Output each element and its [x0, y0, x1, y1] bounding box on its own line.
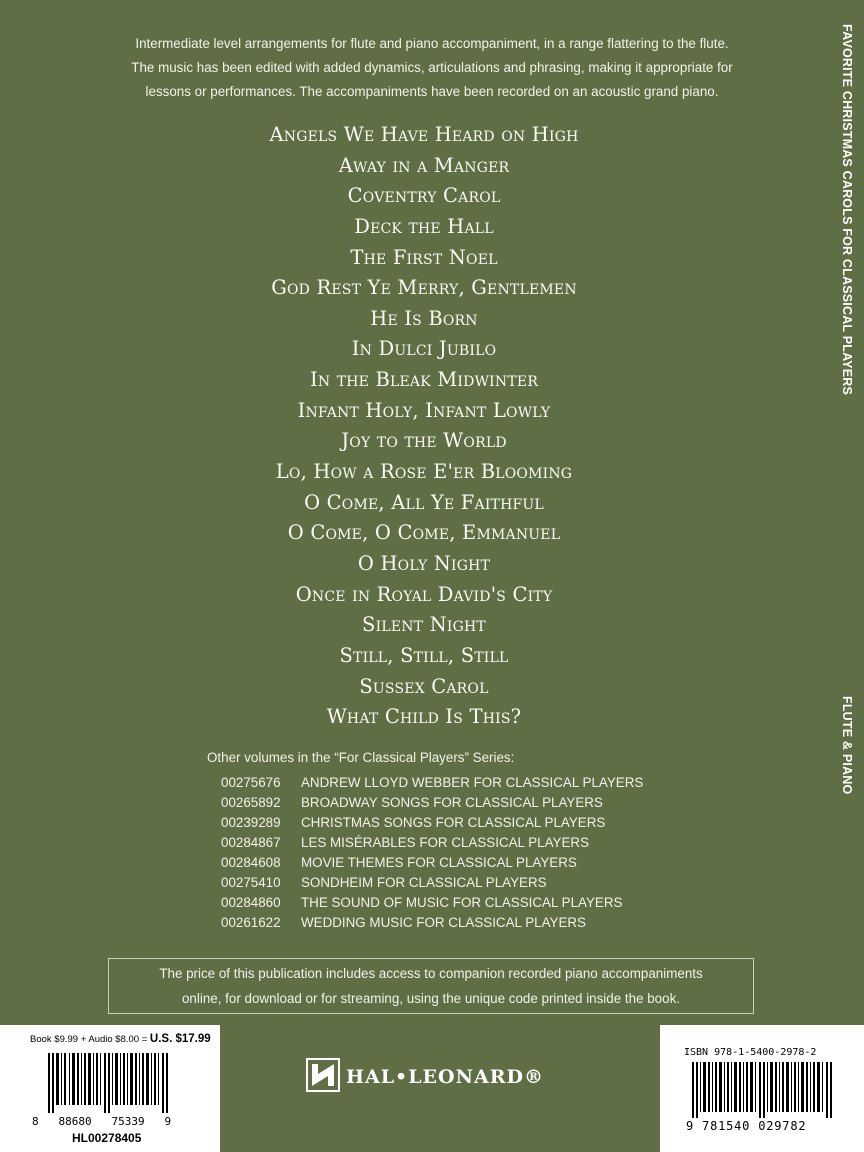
song-title: In Dulci Jubilo: [351, 337, 497, 361]
volume-title: SONDHEIM FOR CLASSICAL PLAYERS: [301, 875, 547, 890]
volume-code: 00284867: [221, 835, 281, 850]
volume-title: THE SOUND OF MUSIC FOR CLASSICAL PLAYERS: [301, 895, 623, 910]
volume-code: 00275676: [221, 775, 281, 790]
volume-item: [221, 893, 643, 913]
song-title: O Come, All Ye Faithful: [304, 490, 544, 514]
notice-line: The price of this publication includes access to companion recorded piano accompaniments: [159, 966, 703, 981]
volume-title: MOVIE THEMES FOR CLASSICAL PLAYERS: [301, 855, 577, 870]
volume-code: 00239289: [221, 815, 281, 830]
song-title: Lo, How a Rose E'er Blooming: [275, 460, 573, 484]
volume-item: [221, 873, 643, 893]
song-title: Away in a Manger: [338, 153, 510, 177]
volume-title: LES MISÉRABLES FOR CLASSICAL PLAYERS: [301, 835, 590, 850]
volume-item: [221, 913, 643, 933]
song-title: Sussex Carol: [359, 674, 489, 698]
volume-code: 00284860: [221, 895, 281, 910]
intro-line: The music has been edited with added dynamics, articulations and phrasing, making it appropriate for: [131, 60, 733, 75]
upc-barcode: [48, 1053, 172, 1113]
intro-line: Intermediate level arrangements for flute and piano accompaniment, in a range flattering to the flute.: [135, 36, 729, 51]
volume-title: ANDREW LLOYD WEBBER FOR CLASSICAL PLAYERS: [301, 775, 644, 790]
volume-code: 00261622: [221, 915, 281, 930]
intro-line: lessons or performances. The accompaniments have been recorded on an acoustic grand piano.: [145, 84, 719, 99]
spine-title: FAVORITE CHRISTMAS CAROLS FOR CLASSICAL PLAYERS: [840, 24, 854, 396]
song-title: In the Bleak Midwinter: [309, 368, 539, 392]
spine-instrument: FLUTE & PIANO: [840, 696, 854, 795]
upc-digits: [32, 1115, 171, 1128]
volume-item: [221, 773, 643, 793]
song-title: Joy to the World: [341, 429, 507, 453]
song-title: Deck the Hall: [354, 214, 494, 238]
song-title: O Holy Night: [357, 551, 491, 575]
intro-paragraph: [60, 32, 804, 104]
volume-title: CHRISTMAS SONGS FOR CLASSICAL PLAYERS: [301, 815, 606, 830]
upc-lead-digit: 8: [32, 1115, 39, 1128]
volume-item: [221, 793, 643, 813]
isbn-barcode-panel: [660, 1025, 864, 1152]
song-title: Once in Royal David's City: [295, 582, 553, 606]
song-list: [0, 120, 848, 733]
song-title: The First Noel: [350, 245, 498, 269]
volumes-list: [221, 773, 643, 933]
song-title: Coventry Carol: [347, 184, 501, 208]
notice-line: online, for download or for streaming, using the unique code printed inside the book.: [181, 990, 680, 1006]
upc-right-digits: 75339: [111, 1115, 145, 1128]
volume-title: WEDDING MUSIC FOR CLASSICAL PLAYERS: [301, 915, 586, 930]
item-code: HL00278405: [72, 1131, 142, 1145]
song-title: Still, Still, Still: [339, 643, 509, 667]
logo-wordmark: HAL•LEONARD®: [346, 1066, 544, 1088]
song-title: What Child Is This?: [326, 705, 522, 729]
song-title: O Come, O Come, Emmanuel: [287, 521, 561, 545]
isbn-digits: 9 781540 029782: [686, 1119, 807, 1133]
upc-left-digits: 88680: [58, 1115, 92, 1128]
volume-code: 00275410: [221, 875, 281, 890]
song-title: He Is Born: [370, 306, 478, 330]
isbn-barcode: [692, 1062, 832, 1118]
price-total: U.S. $17.99: [149, 1033, 211, 1045]
volume-item: [221, 833, 643, 853]
song-title: Angels We Have Heard on High: [269, 123, 579, 146]
companion-audio-notice: [108, 958, 754, 1014]
volume-code: 00265892: [221, 795, 281, 810]
song-title: God Rest Ye Merry, Gentlemen: [271, 276, 577, 300]
hal-leonard-logo: [306, 1054, 560, 1098]
volume-item: [221, 813, 643, 833]
upc-trail-digit: 9: [164, 1115, 172, 1128]
volume-item: [221, 853, 643, 873]
volume-code: 00284608: [221, 855, 281, 870]
price-prefix: Book $9.99 + Audio $8.00 =: [30, 1034, 150, 1045]
song-title: Infant Holy, Infant Lowly: [297, 398, 551, 422]
hal-leonard-logo-icon: [306, 1058, 340, 1092]
isbn-number: ISBN 978-1-5400-2978-2: [684, 1047, 817, 1058]
volumes-heading: Other volumes in the “For Classical Players” Series:: [207, 750, 515, 765]
song-title: Silent Night: [362, 613, 486, 637]
upc-barcode-panel: [0, 1025, 220, 1152]
price-line: [30, 1033, 211, 1045]
volume-title: BROADWAY SONGS FOR CLASSICAL PLAYERS: [301, 795, 603, 810]
